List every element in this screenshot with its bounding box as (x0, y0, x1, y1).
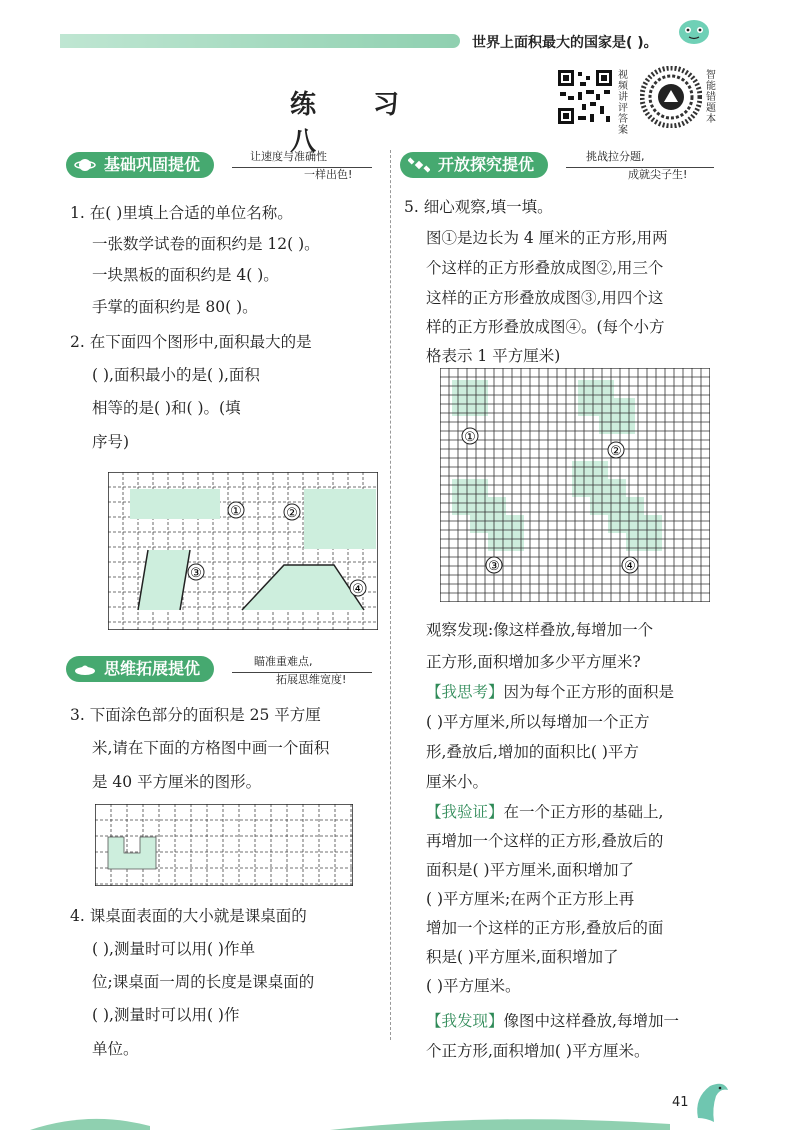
q2-line: 相等的是( )和( )。(填 (92, 399, 241, 417)
qr-code-icon[interactable] (556, 68, 614, 126)
section-badge (66, 656, 214, 682)
label-1: ① (230, 504, 242, 519)
q5-line: 面积是( )平方厘米,面积增加了 (426, 861, 634, 879)
section-tagline: 瞄准重难点, (254, 655, 313, 668)
bottom-decoration (30, 1108, 670, 1130)
q5-line: 个正方形,面积增加( )平方厘米。 (426, 1042, 650, 1060)
q4-line: ( ),测量时可以用( )作单 (92, 940, 255, 958)
header-question: 世界上面积最大的国家是( )。 (472, 35, 658, 51)
dolphin-icon (690, 1078, 734, 1128)
q1-line: 手掌的面积约是 80( )。 (92, 298, 258, 316)
section-basic (66, 152, 214, 178)
q5-line: 个这样的正方形叠放成图②,用三个 (426, 259, 664, 277)
q5-line (426, 797, 663, 828)
label-2: ② (610, 444, 622, 459)
q5-line: 再增加一个这样的正方形,叠放后的 (426, 832, 664, 850)
q5-line (426, 677, 674, 708)
q4-line: 4. 课桌面表面的大小就是课桌面的 (70, 907, 307, 925)
q5-line: 正方形,面积增加多少平方厘米? (426, 653, 641, 671)
section-tagline: 拓展思维宽度! (276, 673, 347, 686)
q5-line: 这样的正方形叠放成图③,用四个这 (426, 289, 664, 307)
q5-line: ( )平方厘米;在两个正方形上再 (426, 890, 635, 908)
q1-line: 一块黑板的面积约是 4( )。 (92, 266, 279, 284)
verify-text: 在一个正方形的基础上, (503, 803, 664, 821)
label-3: ③ (488, 559, 500, 574)
label-4: ④ (352, 582, 364, 597)
mistake-book-qr-icon[interactable] (640, 66, 702, 128)
label-3: ③ (190, 566, 202, 581)
verify-tag: 【我验证】 (426, 803, 504, 821)
section-title: 开放探究提优 (438, 155, 535, 174)
section-title: 基础巩固提优 (104, 155, 201, 174)
find-tag: 【我发现】 (426, 1012, 504, 1030)
page-number: 41 (672, 1095, 689, 1110)
think-tag: 【我思考】 (426, 683, 504, 701)
think-text: 因为每个正方形的面积是 (503, 683, 675, 701)
label-1: ① (464, 430, 476, 445)
planet-icon (74, 155, 96, 175)
ufo-icon (74, 659, 96, 679)
q4-line: ( ),测量时可以用( )作 (92, 1006, 240, 1024)
section-open (400, 152, 548, 178)
shaded-shape (108, 837, 156, 869)
q5-line: 积是( )平方厘米,面积增加了 (426, 948, 619, 966)
section-thinking (66, 656, 214, 682)
header-band (60, 34, 460, 48)
section-tagline: 成就尖子生! (628, 168, 688, 181)
q5-line: ( )平方厘米。 (426, 977, 521, 995)
q2-grid-figure (108, 472, 378, 630)
column-divider (390, 150, 391, 1040)
label-4: ④ (624, 559, 636, 574)
find-text: 像图中这样叠放,每增加一 (503, 1012, 679, 1030)
q3-line: 3. 下面涂色部分的面积是 25 平方厘 (70, 706, 321, 724)
q5-line: 观察发现:像这样叠放,每增加一个 (426, 621, 654, 639)
q5-line: 5. 细心观察,填一填。 (404, 198, 553, 216)
q2-line: ( ),面积最小的是( ),面积 (92, 366, 260, 384)
section-title: 思维拓展提优 (104, 659, 201, 678)
mascot-icon (676, 16, 712, 46)
section-badge (66, 152, 214, 178)
q5-line: 形,叠放后,增加的面积比( )平方 (426, 743, 639, 761)
section-badge (400, 152, 548, 178)
q5-line: 图①是边长为 4 厘米的正方形,用两 (426, 229, 668, 247)
q3-line: 是 40 平方厘米的图形。 (92, 773, 262, 791)
section-tagline: 让速度与准确性 (250, 150, 327, 163)
q5-line: ( )平方厘米,所以每增加一个正方 (426, 713, 650, 731)
q2-line: 序号) (92, 433, 130, 451)
qr-caption: 视频讲评答案 (618, 70, 628, 136)
shape-4 (242, 565, 364, 610)
shape-1 (130, 489, 220, 519)
q5-line: 样的正方形叠放成图④。(每个小方 (426, 318, 665, 336)
page-title: 练 习 八 (290, 90, 424, 157)
q5-line: 格表示 1 平方厘米) (426, 347, 561, 365)
mistake-book-caption: 智能错题本 (706, 70, 716, 125)
q3-line: 米,请在下面的方格图中画一个面积 (92, 739, 330, 757)
q5-line (426, 1006, 679, 1037)
q5-line: 厘米小。 (426, 773, 489, 791)
q3-grid-figure[interactable] (95, 804, 353, 886)
shape-2 (304, 489, 376, 549)
section-tagline: 挑战拉分题, (586, 150, 645, 163)
label-2: ② (286, 506, 298, 521)
q1-line: 一张数学试卷的面积约是 12( )。 (92, 235, 320, 253)
q5-grid-figure (440, 368, 710, 602)
q2-line: 2. 在下面四个图形中,面积最大的是 (70, 333, 312, 351)
q5-line: 增加一个这样的正方形,叠放后的面 (426, 919, 664, 937)
section-tagline: 一样出色! (304, 168, 353, 181)
q1-line: 1. 在( )里填上合适的单位名称。 (70, 204, 293, 222)
q4-line: 位;课桌面一周的长度是课桌面的 (92, 973, 315, 991)
satellite-icon (408, 155, 430, 175)
q4-line: 单位。 (92, 1040, 139, 1058)
